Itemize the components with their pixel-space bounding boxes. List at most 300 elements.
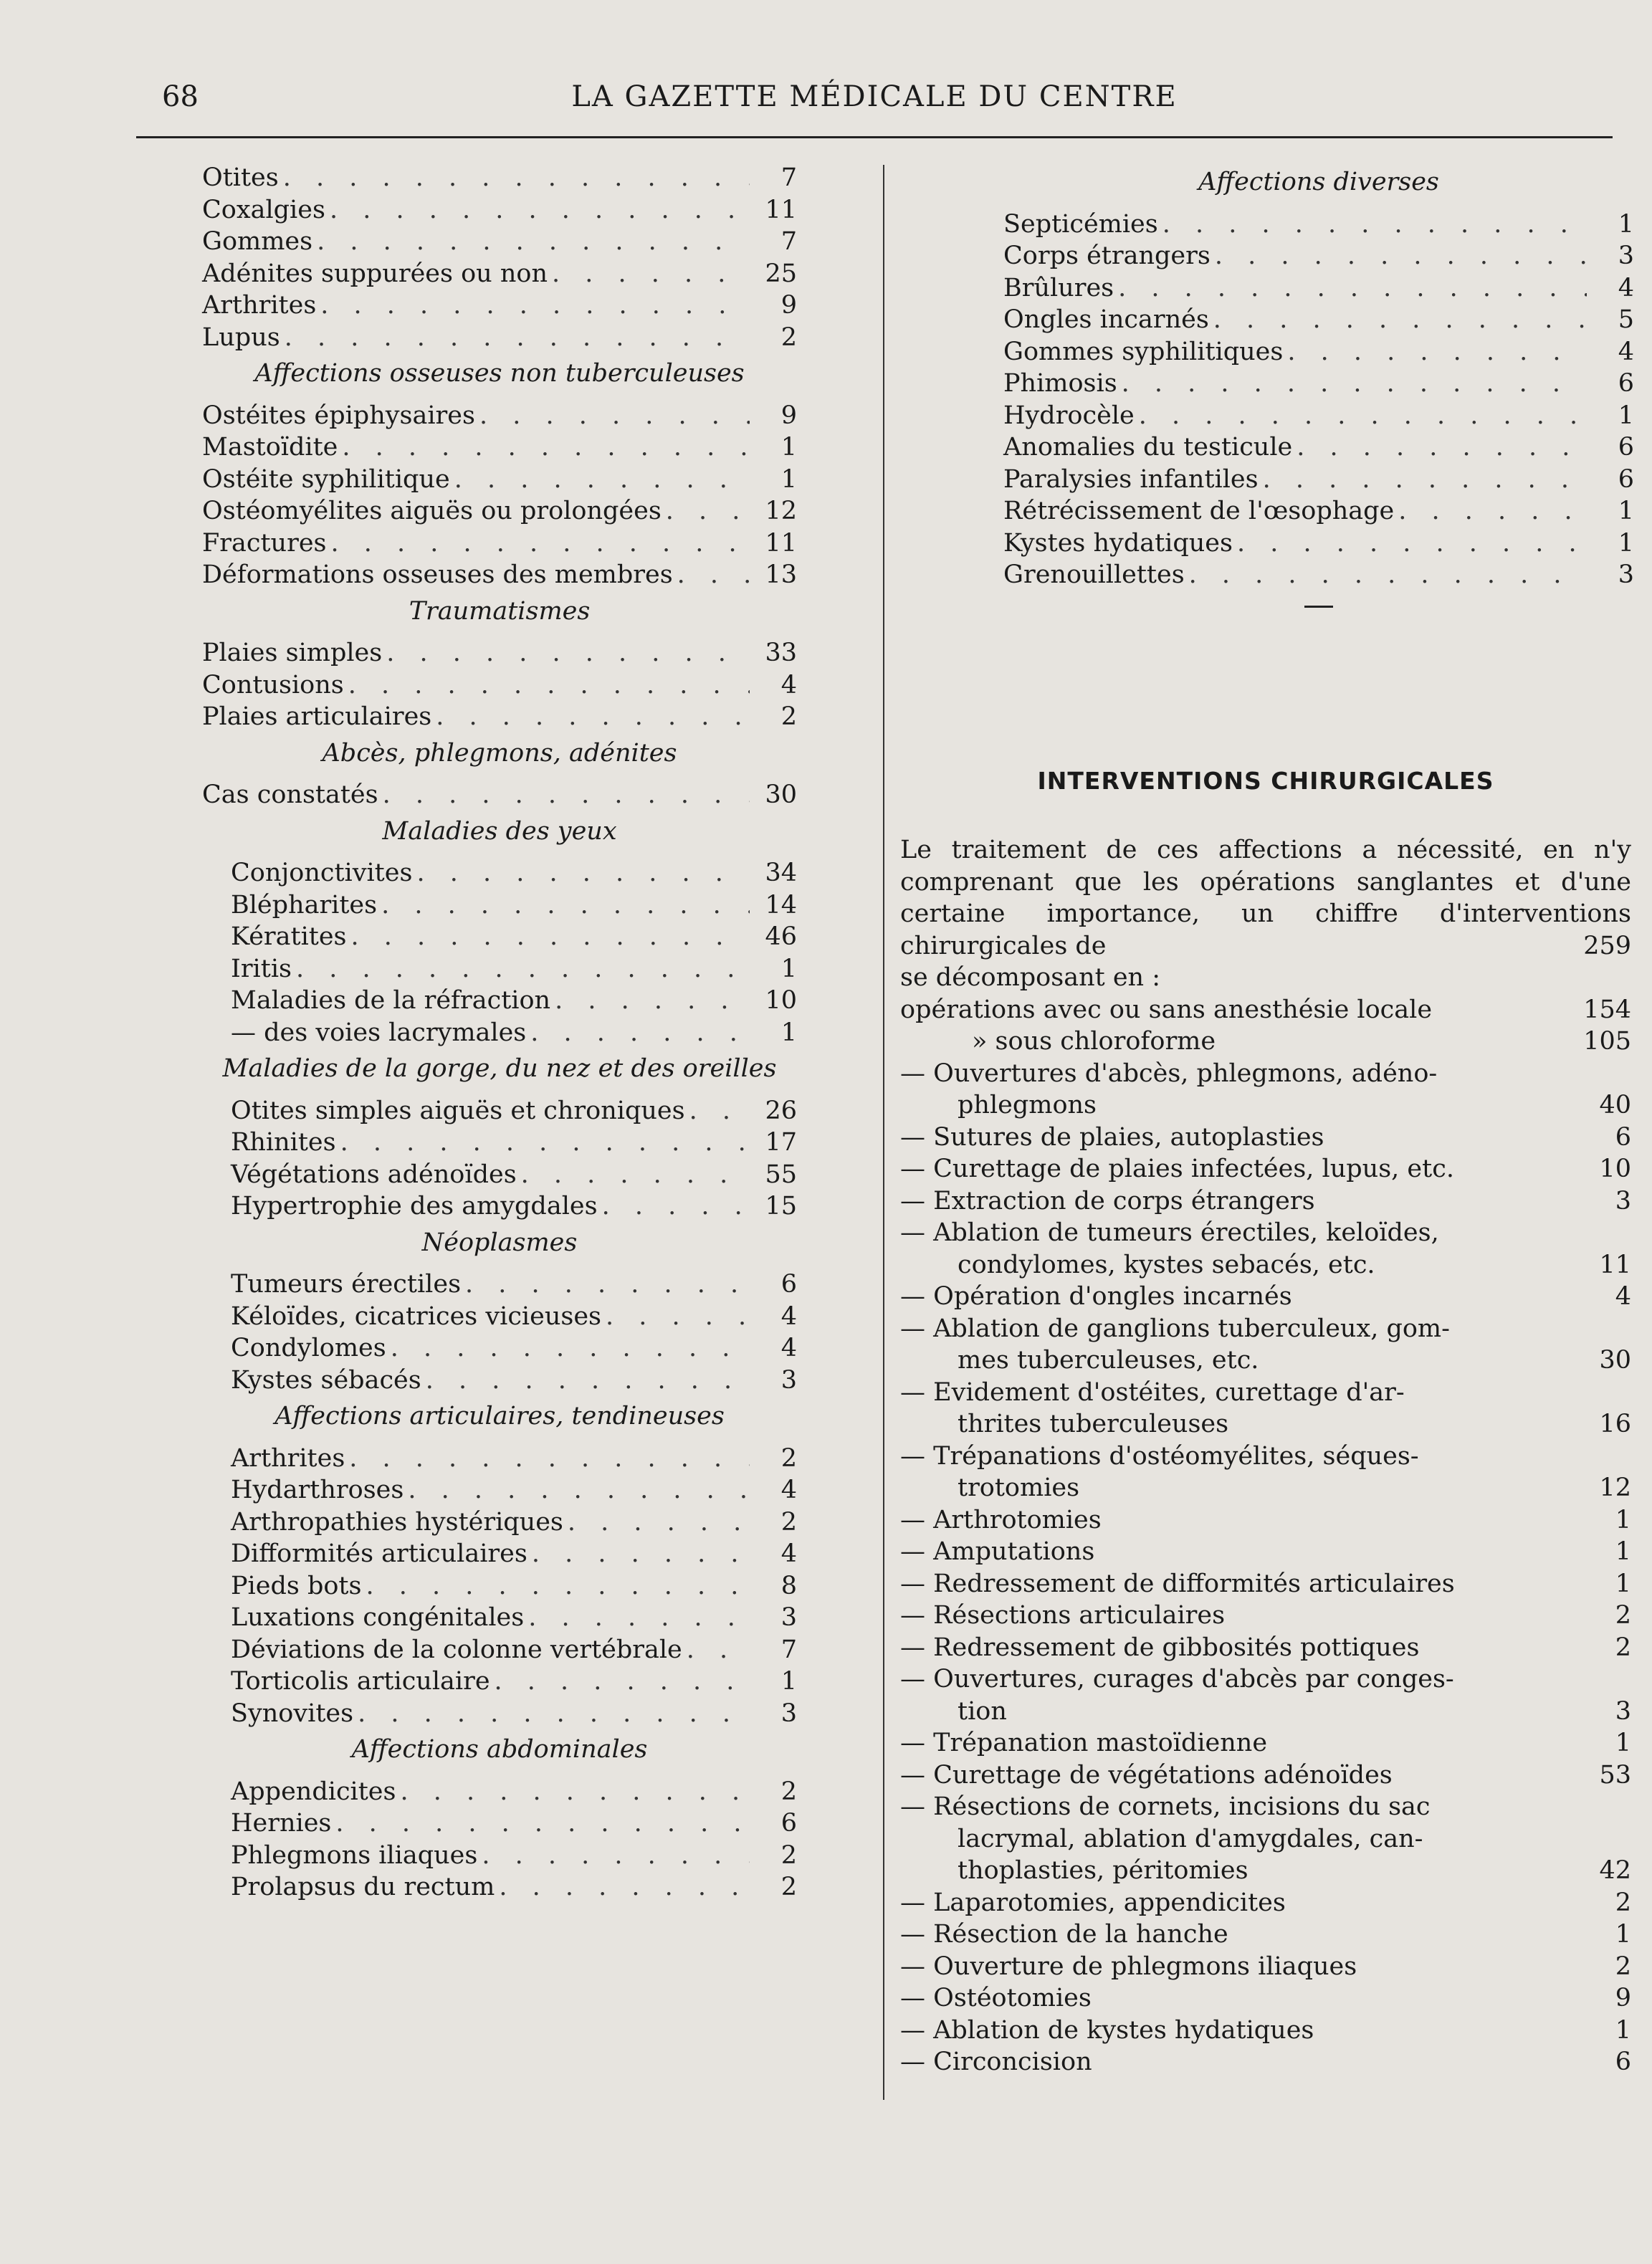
- intervention-count: 2: [1615, 1952, 1631, 1981]
- leader-dots: [408, 1474, 750, 1506]
- item-count: 3: [780, 1603, 797, 1632]
- item-label: Tumeurs érectiles: [231, 1270, 462, 1299]
- list-item: [202, 1365, 797, 1397]
- item-count: 1: [780, 433, 797, 462]
- leader-dots: [666, 495, 750, 527]
- list-item: [202, 1776, 797, 1808]
- leader-dots: [285, 322, 750, 354]
- item-count: 3: [1618, 560, 1634, 589]
- list-item: [202, 162, 797, 194]
- item-count: 4: [1618, 273, 1634, 302]
- item-label: Hypertrophie des amygdales: [231, 1192, 598, 1221]
- section-title: Maladies des yeux: [382, 816, 617, 846]
- page-number: 68: [162, 80, 199, 113]
- leader-dots: [1189, 559, 1587, 591]
- list-item: [202, 889, 797, 922]
- item-count: 5: [1618, 305, 1634, 334]
- item-label: Ostéite syphilitique: [202, 464, 450, 494]
- intervention-line: [900, 1663, 1631, 1696]
- intervention-label: — Trépanations d'ostéomyélites, séques-: [900, 1441, 1419, 1471]
- item-label: Hydrocèle: [1003, 401, 1135, 430]
- leader-dots: [530, 1017, 750, 1049]
- item-count: 9: [780, 291, 797, 320]
- item-label: Arthrites: [202, 291, 317, 320]
- leader-dots: [1215, 240, 1587, 272]
- item-label: Synovites: [231, 1699, 354, 1728]
- intervention-line: [900, 1759, 1631, 1792]
- item-label: Kératites: [231, 922, 347, 951]
- leader-dots: [465, 1269, 750, 1301]
- intervention-line: [900, 2015, 1631, 2047]
- leader-dots: [426, 1365, 750, 1397]
- list-item: [202, 1538, 797, 1570]
- item-label: Septicémies: [1003, 209, 1158, 239]
- left-column: [202, 162, 797, 1904]
- intervention-count: 16: [1599, 1410, 1631, 1438]
- intervention-label: — Laparotomies, appendicites: [900, 1888, 1286, 1917]
- item-count: 4: [780, 1301, 797, 1331]
- item-label: Kystes hydatiques: [1003, 528, 1233, 558]
- intervention-count: 53: [1599, 1760, 1631, 1790]
- item-label: Hernies: [231, 1809, 332, 1838]
- intervention-line: [900, 1600, 1631, 1632]
- list-item: [1003, 559, 1634, 591]
- list-item: [202, 1443, 797, 1475]
- intervention-label: — Ablation de ganglions tuberculeux, gom-: [900, 1314, 1450, 1343]
- interventions-intro: [900, 834, 1631, 962]
- leader-dots: [606, 1301, 750, 1333]
- list-item: [1003, 209, 1634, 241]
- list-item: [202, 921, 797, 953]
- item-count: 6: [780, 1809, 797, 1838]
- list-item: [202, 322, 797, 354]
- intervention-line: [900, 1696, 1631, 1728]
- intervention-line: [900, 1441, 1631, 1473]
- item-label: Végétations adénoïdes: [231, 1160, 517, 1189]
- intervention-label: — Ouverture de phlegmons iliaques: [900, 1952, 1357, 1981]
- item-label: Maladies de la réfraction: [231, 986, 551, 1015]
- intervention-line: [900, 1058, 1631, 1090]
- intervention-count: 105: [1583, 1027, 1631, 1056]
- intervention-line: [900, 1919, 1631, 1951]
- intervention-label: thrites tuberculeuses: [958, 1410, 1229, 1438]
- leader-dots: [296, 953, 750, 985]
- intervention-count: [1581, 1663, 1631, 1696]
- item-count: 1: [1618, 401, 1634, 430]
- item-count: 2: [780, 1507, 797, 1537]
- leader-dots: [366, 1570, 750, 1603]
- item-label: Iritis: [231, 954, 292, 983]
- list-item: [202, 431, 797, 464]
- leader-dots: [482, 1840, 750, 1872]
- list-item: [202, 669, 797, 702]
- leader-dots: [689, 1095, 750, 1127]
- intervention-count: 6: [1615, 1122, 1631, 1152]
- item-count: 11: [765, 528, 797, 558]
- list-item: [202, 1698, 797, 1730]
- item-count: 1: [780, 1018, 797, 1047]
- leader-dots: [687, 1634, 750, 1666]
- column-divider: [883, 165, 884, 2100]
- intervention-line: [900, 1536, 1631, 1568]
- list-item: [202, 953, 797, 985]
- intervention-label: — Ablation de kystes hydatiques: [900, 2015, 1314, 2045]
- item-label: Grenouillettes: [1003, 560, 1185, 589]
- leader-dots: [1139, 400, 1587, 432]
- list-item: [202, 1634, 797, 1666]
- intervention-label: — Résections de cornets, incisions du sac: [900, 1792, 1431, 1821]
- leader-dots: [330, 194, 750, 226]
- intro-end: se décomposant en :: [900, 963, 1160, 992]
- intervention-count: [1581, 1377, 1631, 1409]
- item-label: Anomalies du testicule: [1003, 433, 1293, 462]
- intervention-label: — Redressement de difformités articulaires: [900, 1569, 1455, 1598]
- intervention-count: 2: [1615, 1888, 1631, 1917]
- section-title: Affections articulaires, tendineuses: [274, 1402, 725, 1430]
- intervention-line: [900, 1377, 1631, 1409]
- item-label: Ongles incarnés: [1003, 305, 1209, 334]
- intervention-label: — Résections articulaires: [900, 1601, 1226, 1630]
- intervention-line: [900, 2046, 1631, 2078]
- item-label: Otites simples aiguës et chroniques: [231, 1096, 685, 1125]
- leader-dots: [479, 400, 750, 432]
- list-item: [202, 1840, 797, 1872]
- item-label: Coxalgies: [202, 195, 325, 224]
- leader-dots: [358, 1698, 750, 1730]
- section-title: Néoplasmes: [421, 1228, 578, 1257]
- item-count: 1: [780, 1667, 797, 1696]
- item-count: 1: [1618, 209, 1634, 239]
- list-item: [202, 1127, 797, 1159]
- intervention-line: [900, 1472, 1631, 1504]
- item-count: 11: [765, 195, 797, 224]
- leader-dots: [400, 1776, 750, 1808]
- leader-dots: [1297, 431, 1587, 464]
- list-item: [202, 857, 797, 889]
- section-title: Affections abdominales: [351, 1735, 648, 1764]
- intervention-label: trotomies: [958, 1473, 1080, 1502]
- item-count: 10: [765, 986, 797, 1015]
- leader-dots: [532, 1538, 750, 1570]
- item-count: 6: [1618, 433, 1634, 462]
- intervention-count: [1581, 1441, 1631, 1473]
- leader-dots: [1398, 495, 1587, 527]
- item-label: Paralysies infantiles: [1003, 464, 1259, 494]
- intervention-count: 30: [1599, 1346, 1631, 1375]
- leader-dots: [340, 1127, 750, 1159]
- leader-dots: [331, 527, 750, 560]
- item-count: 14: [765, 890, 797, 920]
- intervention-count: 1: [1615, 1537, 1631, 1566]
- item-count: 8: [780, 1571, 797, 1600]
- intervention-count: 6: [1615, 2048, 1631, 2076]
- list-item: [202, 1474, 797, 1506]
- intervention-line: [900, 1217, 1631, 1249]
- intervention-label: » sous chloroforme: [972, 1027, 1216, 1056]
- intro-total: 259: [1583, 931, 1631, 960]
- item-label: Mastoïdite: [202, 433, 338, 462]
- intervention-count: 9: [1615, 1984, 1631, 2012]
- intervention-label: — Evidement d'ostéites, curettage d'ar-: [900, 1377, 1405, 1407]
- leader-dots: [386, 637, 750, 669]
- item-label: Condylomes: [231, 1334, 386, 1362]
- intervention-count: 1: [1615, 2015, 1631, 2045]
- intervention-label: — Ouvertures d'abcès, phlegmons, adéno-: [900, 1059, 1438, 1088]
- list-item: [202, 1332, 797, 1365]
- leader-dots: [1263, 464, 1587, 496]
- item-label: Gommes: [202, 227, 313, 256]
- list-item: [1003, 240, 1634, 272]
- intervention-label: — Sutures de plaies, autoplasties: [900, 1122, 1324, 1152]
- intervention-label: — Trépanation mastoïdienne: [900, 1729, 1268, 1757]
- intervention-line: [900, 1185, 1631, 1218]
- list-item: [1003, 527, 1634, 560]
- item-count: 2: [780, 323, 797, 352]
- intervention-line: [900, 1153, 1631, 1185]
- leader-dots: [602, 1190, 750, 1223]
- item-count: 15: [765, 1192, 797, 1221]
- item-label: Appendicites: [231, 1777, 396, 1806]
- right-column-affections-diverses: [1003, 162, 1634, 622]
- intervention-count: [1581, 1791, 1631, 1823]
- intervention-line: [900, 1344, 1631, 1377]
- interventions-heading: INTERVENTIONS CHIRURGICALES: [1037, 767, 1494, 795]
- intervention-label: lacrymal, ablation d'amygdales, can-: [958, 1824, 1423, 1853]
- list-item: [202, 290, 797, 322]
- intervention-count: 1: [1615, 1505, 1631, 1534]
- intervention-count: [1581, 1313, 1631, 1345]
- intervention-count: 1: [1615, 1569, 1631, 1598]
- section-title: Affections osseuses non tuberculeuses: [254, 359, 745, 388]
- item-label: — des voies lacrymales: [231, 1018, 527, 1047]
- intervention-label: — Redressement de gibbosités pottiques: [900, 1633, 1420, 1662]
- intervention-label: — Ouvertures, curages d'abcès par conges-: [900, 1665, 1454, 1694]
- list-item: [202, 779, 797, 811]
- list-item: [202, 1190, 797, 1223]
- item-label: Gommes syphilitiques: [1003, 337, 1284, 366]
- intervention-label: mes tuberculeuses, etc.: [958, 1346, 1259, 1375]
- leader-dots: [317, 226, 750, 258]
- item-count: 3: [780, 1365, 797, 1395]
- item-count: 17: [765, 1128, 797, 1157]
- leader-dots: [436, 701, 750, 733]
- leader-dots: [335, 1807, 750, 1840]
- list-item: [202, 1269, 797, 1301]
- intervention-label: — Arthrotomies: [900, 1505, 1102, 1534]
- intervention-count: 10: [1599, 1155, 1631, 1183]
- list-item: [1003, 272, 1634, 305]
- list-item: [202, 527, 797, 560]
- intervention-count: 1: [1615, 1729, 1631, 1757]
- intervention-label: opérations avec ou sans anesthésie locale: [900, 995, 1433, 1024]
- page-header: [136, 80, 1613, 123]
- intervention-count: 11: [1599, 1250, 1631, 1279]
- leader-dots: [555, 985, 750, 1017]
- list-item: [202, 1570, 797, 1603]
- item-count: 6: [780, 1270, 797, 1299]
- section-title: Abcès, phlegmons, adénites: [322, 738, 677, 768]
- item-count: 7: [780, 1635, 797, 1664]
- intervention-label: — Amputations: [900, 1537, 1095, 1566]
- list-item: [202, 1506, 797, 1539]
- item-label: Déformations osseuses des membres: [202, 560, 673, 589]
- list-item: [202, 1301, 797, 1333]
- list-item: [202, 1871, 797, 1904]
- list-item: [202, 1095, 797, 1127]
- section-end-rule: [1304, 606, 1333, 608]
- intervention-count: 42: [1599, 1856, 1631, 1885]
- item-count: 46: [765, 922, 797, 951]
- item-count: 6: [1618, 464, 1634, 494]
- leader-dots: [521, 1159, 750, 1191]
- item-count: 4: [780, 1476, 797, 1504]
- item-count: 4: [780, 1539, 797, 1568]
- intervention-line: [900, 1632, 1631, 1664]
- item-count: 2: [780, 702, 797, 731]
- leader-dots: [528, 1602, 750, 1634]
- intervention-label: — Circoncision: [900, 2048, 1092, 2076]
- intervention-label: — Ostéotomies: [900, 1984, 1092, 2012]
- item-count: 33: [765, 639, 797, 667]
- intervention-count: 3: [1615, 1696, 1631, 1726]
- item-count: 2: [780, 1873, 797, 1901]
- list-item: [1003, 368, 1634, 400]
- item-count: 7: [780, 163, 797, 192]
- intervention-line: [900, 1026, 1631, 1058]
- list-item: [1003, 431, 1634, 464]
- section-title: Maladies de la gorge, du nez et des oreilles: [222, 1054, 777, 1083]
- intervention-line: [900, 1249, 1631, 1281]
- leader-dots: [342, 431, 750, 464]
- intervention-line: [900, 1313, 1631, 1345]
- item-count: 9: [780, 401, 797, 430]
- intervention-count: 40: [1599, 1091, 1631, 1119]
- item-label: Lupus: [202, 323, 280, 352]
- leader-dots: [381, 889, 750, 922]
- intervention-label: condylomes, kystes sebacés, etc.: [958, 1250, 1375, 1279]
- leader-dots: [454, 464, 750, 496]
- list-item: [202, 400, 797, 432]
- list-item: [202, 1159, 797, 1191]
- item-count: 25: [765, 259, 797, 288]
- item-count: 3: [780, 1699, 797, 1728]
- intervention-label: — Curettage de végétations adénoïdes: [900, 1760, 1393, 1790]
- intervention-count: 2: [1615, 1633, 1631, 1662]
- intervention-line: [900, 1408, 1631, 1441]
- item-count: 1: [780, 464, 797, 494]
- intervention-line: [900, 1791, 1631, 1823]
- list-item: [202, 1807, 797, 1840]
- intervention-label: — Curettage de plaies infectées, lupus, etc.: [900, 1155, 1454, 1183]
- item-count: 13: [765, 560, 797, 589]
- item-label: Adénites suppurées ou non: [202, 259, 548, 288]
- item-count: 1: [1618, 497, 1634, 525]
- list-item: [202, 258, 797, 290]
- item-count: 4: [780, 1334, 797, 1362]
- item-label: Prolapsus du rectum: [231, 1873, 495, 1901]
- item-label: Hydarthroses: [231, 1476, 404, 1504]
- item-label: Brûlures: [1003, 273, 1114, 302]
- item-count: 55: [765, 1160, 797, 1189]
- list-item: [202, 495, 797, 527]
- leader-dots: [499, 1871, 750, 1904]
- section-title: Affections diverses: [1198, 168, 1439, 196]
- leader-dots: [348, 669, 750, 702]
- intervention-label: — Résection de la hanche: [900, 1920, 1228, 1949]
- item-count: 4: [780, 670, 797, 699]
- item-label: Rétrécissement de l'œsophage: [1003, 497, 1395, 525]
- list-item: [202, 985, 797, 1017]
- intervention-label: thoplasties, péritomies: [958, 1856, 1248, 1885]
- item-count: 4: [1618, 337, 1634, 366]
- intervention-count: [1581, 1823, 1631, 1855]
- journal-title: LA GAZETTE MÉDICALE DU CENTRE: [571, 80, 1178, 113]
- leader-dots: [1162, 209, 1587, 241]
- item-label: Phlegmons iliaques: [231, 1840, 478, 1870]
- intervention-count: 3: [1615, 1186, 1631, 1215]
- leader-dots: [677, 559, 750, 591]
- item-count: 1: [780, 954, 797, 983]
- list-item: [202, 1017, 797, 1049]
- item-label: Luxations congénitales: [231, 1603, 525, 1632]
- intro-text: Le traitement de ces affections a nécessité, en n'y comprenant que les opérations sanglantes et d'une certaine importance, un chiffre d'interventions chirurgicales de: [900, 836, 1631, 960]
- interventions-list: [900, 994, 1631, 2078]
- leader-dots: [1237, 527, 1587, 560]
- leader-dots: [1287, 336, 1587, 368]
- item-count: 12: [765, 497, 797, 525]
- list-item: [202, 637, 797, 669]
- intervention-line: [900, 1855, 1631, 1887]
- leader-dots: [568, 1506, 750, 1539]
- intervention-label: — Extraction de corps étrangers: [900, 1186, 1315, 1215]
- item-label: Corps étrangers: [1003, 242, 1211, 270]
- intervention-line: [900, 1089, 1631, 1122]
- intervention-label: — Opération d'ongles incarnés: [900, 1282, 1292, 1311]
- intervention-line: [900, 1982, 1631, 2015]
- item-label: Déviations de la colonne vertébrale: [231, 1635, 682, 1664]
- intervention-count: [1581, 1217, 1631, 1249]
- intervention-count: 12: [1599, 1473, 1631, 1502]
- list-item: [202, 701, 797, 733]
- item-count: 26: [765, 1096, 797, 1125]
- leader-dots: [1122, 368, 1587, 400]
- item-count: 6: [1618, 369, 1634, 398]
- leader-dots: [283, 162, 750, 194]
- item-label: Phimosis: [1003, 369, 1117, 398]
- item-label: Kystes sébacés: [231, 1365, 421, 1395]
- intervention-line: [900, 994, 1631, 1026]
- item-count: 7: [780, 227, 797, 256]
- list-item: [202, 194, 797, 226]
- list-item: [1003, 464, 1634, 496]
- list-item: [202, 1666, 797, 1698]
- leader-dots: [391, 1332, 750, 1365]
- intervention-count: 154: [1583, 995, 1631, 1024]
- intervention-label: phlegmons: [958, 1091, 1097, 1119]
- leader-dots: [351, 921, 750, 953]
- list-item: [202, 1602, 797, 1634]
- list-item: [202, 464, 797, 496]
- leader-dots: [416, 857, 750, 889]
- intervention-line: [900, 1727, 1631, 1759]
- leader-dots: [383, 779, 750, 811]
- leader-dots: [349, 1443, 750, 1475]
- list-item: [1003, 400, 1634, 432]
- list-item: [1003, 495, 1634, 527]
- intervention-line: [900, 1122, 1631, 1154]
- item-count: 2: [780, 1443, 797, 1473]
- item-count: 2: [780, 1777, 797, 1806]
